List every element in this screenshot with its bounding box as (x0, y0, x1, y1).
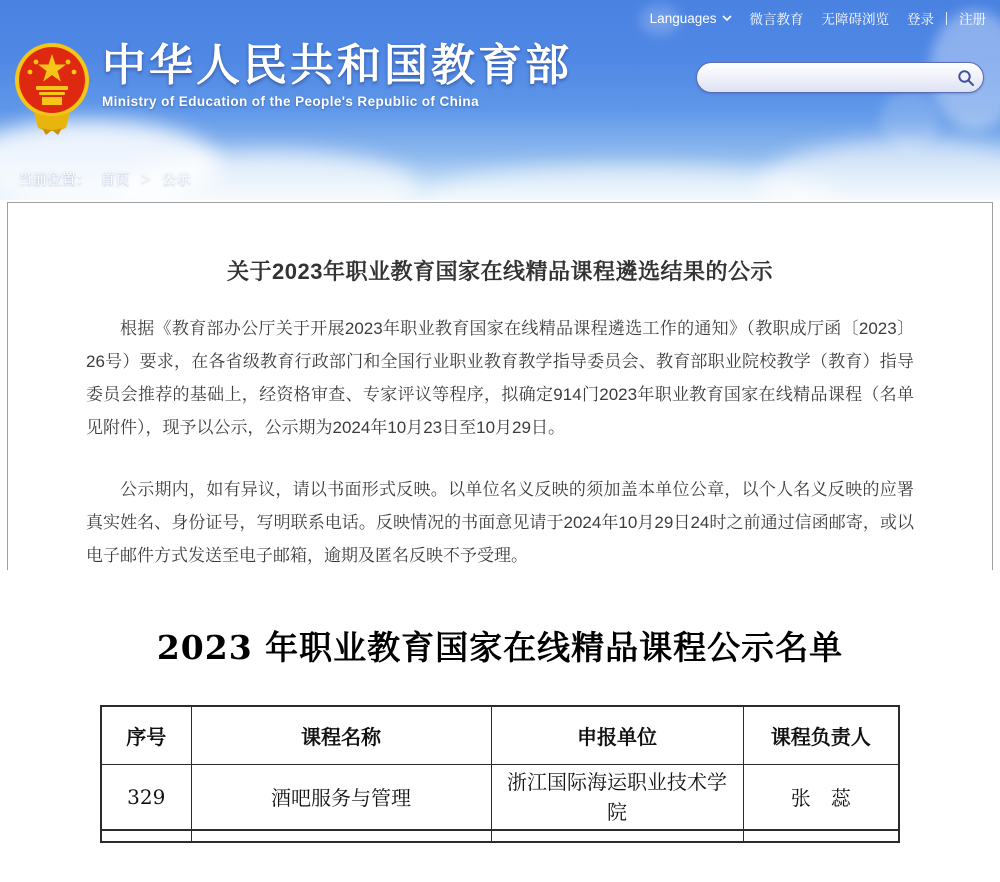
register-link[interactable]: 注册 (959, 12, 986, 27)
search-button[interactable] (949, 63, 983, 92)
table-cell-stub (743, 830, 899, 842)
table-cell-stub (491, 830, 743, 842)
table-header-row (101, 706, 899, 764)
site-branding (12, 40, 572, 136)
cell-leader: 张 蕊 (743, 764, 899, 830)
cell-org: 浙江国际海运职业技术学院 (491, 764, 743, 830)
top-utility-bar (650, 8, 986, 28)
notice-paragraph: 根据《教育部办公厅关于开展2023年职业教育国家在线精品课程遴选工作的通知》（教职成厅函〔2023〕26号）要求，在各省级教育行政部门和全国行业职业教育教学指导委员会、教育部职业院校教学（教育）指导委员会推荐的基础上，经资格审查、专家评议等程序，拟确定914门2023年职业教育国家在线精品课程（名单见附件），现予以公示，公示期为2024年10月23日至10月29日。 (86, 319, 914, 437)
search-input[interactable] (697, 63, 949, 92)
notice-title: 关于2023年职业教育国家在线精品课程遴选结果的公示 (227, 259, 773, 284)
site-subtitle: Ministry of Education of the People's Republic of China (102, 94, 479, 110)
national-emblem-icon (12, 40, 92, 136)
breadcrumb-separator: ＞ (139, 172, 152, 186)
breadcrumb-home-link[interactable]: 首页 (100, 172, 130, 188)
table-cell-stub (101, 830, 191, 842)
search-bar (696, 62, 984, 93)
site-header (0, 0, 1000, 200)
link-accessibility[interactable]: 无障碍浏览 (821, 12, 889, 27)
notice-panel (7, 202, 993, 570)
attachment-title: 2023 年职业教育国家在线精品课程公示名单 (156, 628, 844, 667)
course-list-table (100, 705, 900, 843)
breadcrumb-current-link[interactable]: 公示 (161, 172, 191, 188)
divider (946, 12, 947, 25)
cell-course: 酒吧服务与管理 (191, 764, 491, 830)
language-switcher[interactable] (650, 11, 732, 26)
header-cell-org: 申报单位 (491, 706, 743, 764)
link-weiyan-jiaoyu[interactable]: 微言教育 (749, 12, 804, 27)
dandelion-decoration (880, 90, 940, 150)
table-row (101, 764, 899, 830)
cloud-decoration (760, 140, 1000, 200)
header-cell-leader: 课程负责人 (743, 706, 899, 764)
header-cell-course: 课程名称 (191, 706, 491, 764)
table-cell-stub (191, 830, 491, 842)
notice-paragraph: 公示期内，如有异议，请以书面形式反映。以单位名义反映的须加盖本单位公章，以个人名义反映的应署真实姓名、身份证号，写明联系电话。反映情况的书面意见请于2024年10月29日24时之前通过信函邮寄，或以电子邮件方式发送至电子邮箱，逾期及匿名反映不予受理。 (86, 480, 914, 565)
site-title: 中华人民共和国教育部 (102, 41, 572, 90)
chevron-down-icon (722, 13, 732, 23)
search-icon (957, 69, 975, 87)
language-label: Languages (649, 10, 717, 26)
login-link[interactable]: 登录 (907, 12, 934, 27)
breadcrumb (18, 168, 191, 189)
cell-no: 329 (101, 764, 191, 830)
attachment-document (0, 570, 1000, 882)
breadcrumb-prefix: 当前位置： (18, 172, 91, 188)
table-row-clipped (101, 830, 899, 842)
header-cell-no: 序号 (101, 706, 191, 764)
